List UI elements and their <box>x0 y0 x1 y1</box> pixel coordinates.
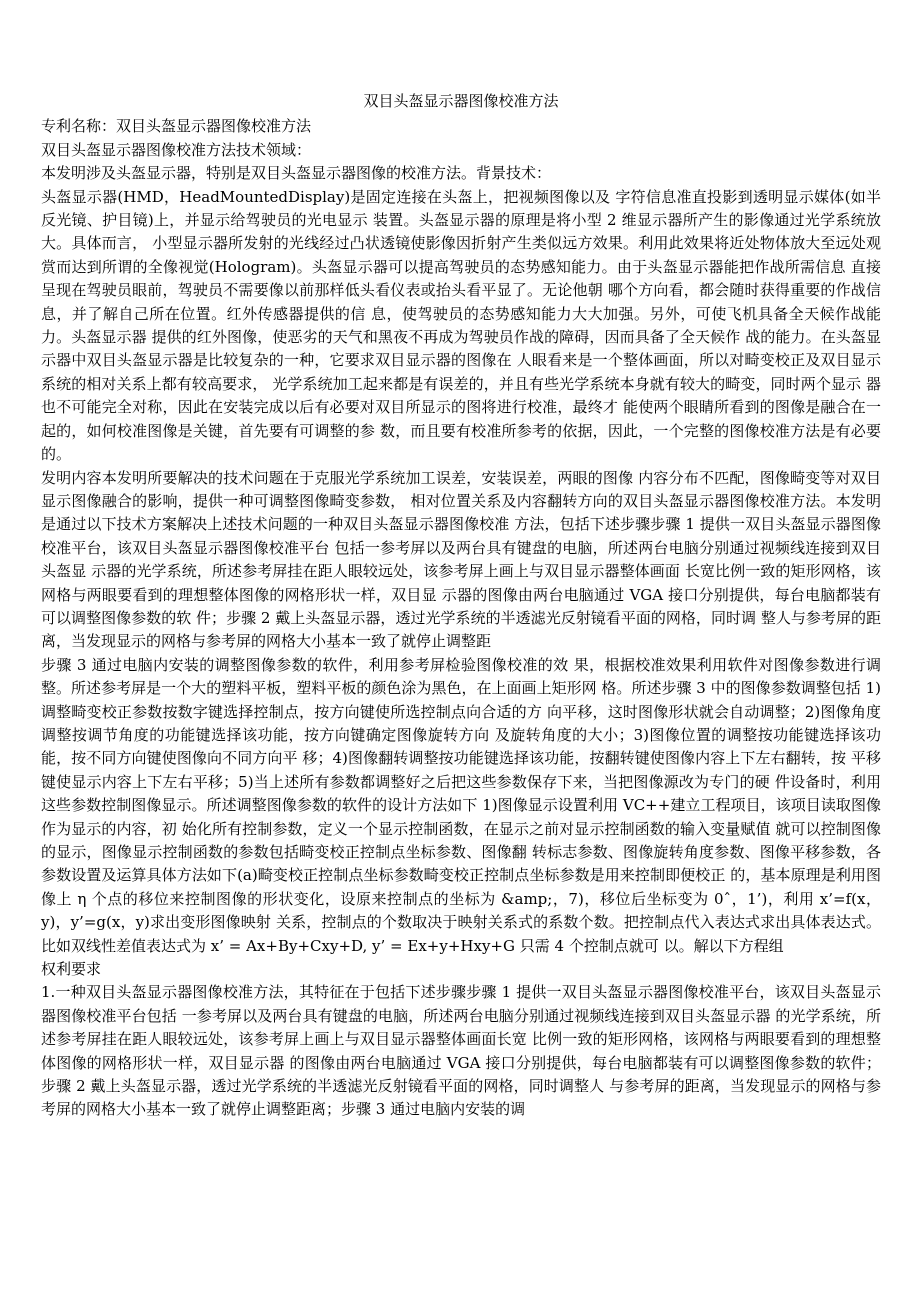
background-paragraph: 头盔显示器(HMD，HeadMountedDisplay)是固定连接在头盔上，把视频图像以及 字符信息准直投影到透明显示媒体(如半反光镜、护目镜)上，并显示给驾驶员的光电显示 装置。头盔显示器的原理是将小型 2 维显示器所产生的影像通过光学系统放大。具体而言， 小型显示器所发射的光线经过凸状透镜使影像因折射产生类似远方效果。利用此效果将近处物体放大至远处观赏而达到所谓的全像视觉(Hologram)。头盔显示器可以提高驾驶员的态势感知能力。由于头盔显示器能把作战所需信息 直接呈现在驾驶员眼前，驾驶员不需要像以前那样低头看仪表或抬头看平显了。无论他朝 哪个方向看，都会随时获得重要的作战信息，并了解自己所在位置。红外传感器提供的信 息，使驾驶员的态势感知能力大大加强。另外，可使飞机具备全天候作战能力。头盔显示器 提供的红外图像，使恶劣的天气和黑夜不再成为驾驶员作战的障碍，因而具备了全天候作 战的能力。在头盔显示器中双目头盔显示器是比较复杂的一种，它要求双目显示器的图像在 人眼看来是一个整体画面，所以对畸变校正及双目显示系统的相对关系上都有较高要求， 光学系统加工起来都是有误差的，并且有些光学系统本身就有较大的畸变，同时两个显示 器也不可能完全对称，因此在安装完成以后有必要对双目所显示的图将进行校准，最终才 能使两个眼睛所看到的图像是融合在一起的，如何校准图像是关键，首先要有可调整的参 数，而且要有校准所参考的依据，因此，一个完整的图像校准方法是有必要的。 <box>41 187 881 464</box>
step3-paragraph: 步骤 3 通过电脑内安装的调整图像参数的软件，利用参考屏检验图像校准的效 果，根据校准效果利用软件对图像参数进行调整。所述参考屏是一个大的塑料平板，塑料平板的颜色涂为黑色，在上面画上矩形网 格。所述步骤 3 中的图像参数调整包括 1)调整畸变校正参数按数字键选择控制点，按方向键使所选控制点向合适的方 向平移，这时图像形状就会自动调整；2)图像角度调整按调节角度的功能键选择该功能，按方向键确定图像旋转方向 及旋转角度的大小；3)图像位置的调整按功能键选择该功能，按不同方向键使图像向不同方向平 移；4)图像翻转调整按功能键选择该功能，按翻转键使图像内容上下左右翻转，按 平移键使显示内容上下左右平移；5)当上述所有参数都调整好之后把这些参数保存下来，当把图像源改为专门的硬 件设备时，利用这些参数控制图像显示。所述调整图像参数的软件的设计方法如下 1)图像显示设置利用 VC++建立工程项目，该项目读取图像作为显示的内容，初 始化所有控制参数，定义一个显示控制函数，在显示之前对显示控制函数的输入变量赋值 就可以控制图像的显示，图像显示控制函数的参数包括畸变校正控制点坐标参数、图像翻 转标志参数、图像旋转角度参数、图像平移参数，各参数设置及运算具体方法如下(a)畸变校正控制点坐标参数畸变校正控制点坐标参数是用来控制即便校正 的，基本原理是利用图像上 η 个点的移位来控制图像的形状变化，设原来控制点的坐标为 &amp;，7)，移位后坐标变为 0ˆ，1’)，利用 x’=f(x，y)，y’=g(x，y)求出变形图像映射 关系，控制点的个数取决于映射关系式的系数个数。把控制点代入表达式求出具体表达式。 比如双线性差值表达式为 x’ = Ax+By+Cxy+D, y’ = Ex+y+Hxy+G 只需 4 个控制点就可 以。解以下方程组 <box>41 655 881 955</box>
intro-line: 本发明涉及头盔显示器，特别是双目头盔显示器图像的校准方法。背景技术： <box>41 164 552 183</box>
claims-heading: 权利要求 <box>41 960 102 979</box>
document-page <box>41 90 881 1122</box>
technical-field-heading: 双目头盔显示器图像校准方法技术领域： <box>41 140 312 159</box>
document-title: 双目头盔显示器图像校准方法 <box>363 92 559 110</box>
summary-paragraph: 发明内容本发明所要解决的技术问题在于克服光学系统加工误差，安装误差，两眼的图像 内容分布不匹配，图像畸变等对双目显示图像融合的影响，提供一种可调整图像畸变参数， 相对位置关系及内容翻转方向的双目头盔显示器图像校准方法。本发明是通过以下技术方案解决上述技术问题的一种双目头盔显示器图像校准 方法，包括下述步骤步骤 1 提供一双目头盔显示器图像校准平台，该双目头盔显示器图像校准平台 包括一参考屏以及两台具有键盘的电脑，所述两台电脑分别通过视频线连接到双目头盔显 示器的光学系统，所述参考屏挂在距人眼较远处，该参考屏上画上与双目显示器整体画面 长宽比例一致的矩形网格，该网格与两眼要看到的理想整体图像的网格形状一样，双目显 示器的图像由两台电脑通过 VGA 接口分别提供，每台电脑都装有可以调整图像参数的软 件；步骤 2 戴上头盔显示器，透过光学系统的半透滤光反射镜看平面的网格，同时调 整人与参考屏的距离，当发现显示的网格与参考屏的网格大小基本一致了就停止调整距 <box>41 468 881 651</box>
patent-name: 专利名称：双目头盔显示器图像校准方法 <box>41 117 312 136</box>
claim-1-paragraph: 1.一种双目头盔显示器图像校准方法，其特征在于包括下述步骤步骤 1 提供一双目头盔显示器图像校准平台，该双目头盔显示器图像校准平台包括 一参考屏以及两台具有键盘的电脑，所述两台电脑分别通过视频线连接到双目头盔显示器 的光学系统，所述参考屏挂在距人眼较远处，该参考屏上画上与双目显示器整体画面长宽 比例一致的矩形网格，该网格与两眼要看到的理想整体图像的网格形状一样，双目显示器 的图像由两台电脑通过 VGA 接口分别提供，每台电脑都装有可以调整图像参数的软件；步骤 2 戴上头盔显示器，透过光学系统的半透滤光反射镜看平面的网格，同时调整人 与参考屏的距离，当发现显示的网格与参考屏的网格大小基本一致了就停止调整距离；步骤 3 通过电脑内安装的调 <box>41 983 881 1119</box>
